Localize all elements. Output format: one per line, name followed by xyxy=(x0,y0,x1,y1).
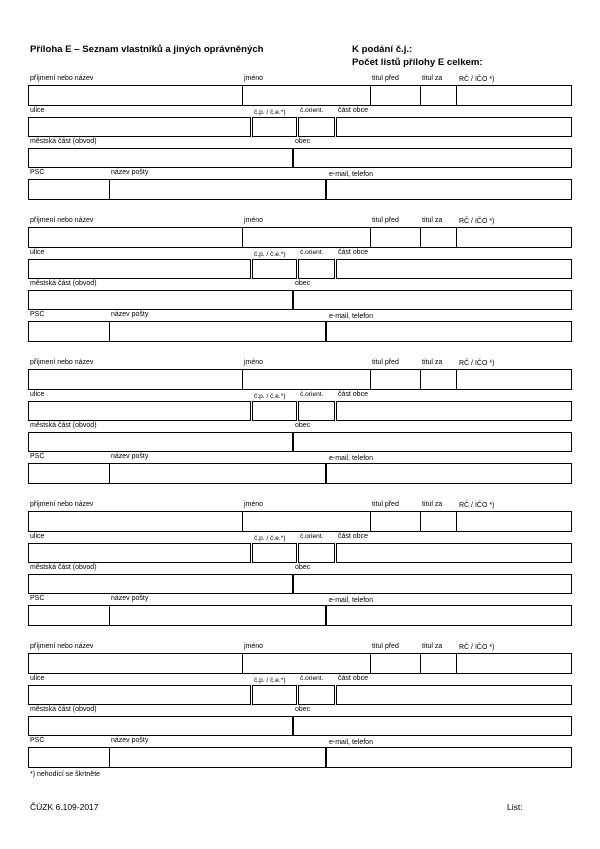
contact-field[interactable] xyxy=(326,605,572,626)
street-label: ulice xyxy=(30,391,45,398)
contact-label: e-mail, telefon xyxy=(329,455,373,462)
postal-code-field[interactable] xyxy=(28,747,110,768)
footnote: *) nehodící se škrtněte xyxy=(30,771,101,778)
house-number-label: č.p. / č.e.*) xyxy=(254,535,286,542)
city-part-label: městská část (obvod) xyxy=(30,422,97,429)
contact-field[interactable] xyxy=(326,321,572,342)
title-after-label: titul za xyxy=(422,643,443,650)
surname-label: příjmení nebo název xyxy=(30,643,94,650)
form-code: ČÚZK 6.109-2017 xyxy=(30,802,99,812)
title-after-label: titul za xyxy=(422,359,443,366)
surname-field[interactable] xyxy=(28,227,243,248)
title-before-field[interactable] xyxy=(370,511,421,532)
owner-entry xyxy=(0,214,600,354)
post-office-field[interactable] xyxy=(109,179,326,200)
orient-number-field[interactable] xyxy=(298,685,335,705)
postal-code-label: PSČ xyxy=(30,737,45,744)
title-after-field[interactable] xyxy=(420,653,457,674)
orient-number-label: č.orient. xyxy=(300,249,324,256)
house-number-field[interactable] xyxy=(252,401,297,421)
title-before-field[interactable] xyxy=(370,369,421,390)
street-field[interactable] xyxy=(28,117,251,137)
surname-label: příjmení nebo název xyxy=(30,359,94,366)
district-part-label: část obce xyxy=(338,675,368,682)
postal-code-field[interactable] xyxy=(28,179,110,200)
first-name-label: jméno xyxy=(244,217,264,224)
title-before-label: titul před xyxy=(372,217,399,224)
municipality-label: obec xyxy=(295,280,311,287)
post-office-label: název pošty xyxy=(111,737,149,744)
house-number-field[interactable] xyxy=(252,117,297,137)
street-field[interactable] xyxy=(28,259,251,279)
postal-code-label: PSČ xyxy=(30,595,45,602)
post-office-label: název pošty xyxy=(111,595,149,602)
surname-field[interactable] xyxy=(28,653,243,674)
street-label: ulice xyxy=(30,249,45,256)
id-number-field[interactable] xyxy=(456,653,572,674)
title-after-field[interactable] xyxy=(420,85,457,106)
municipality-label: obec xyxy=(295,564,311,571)
municipality-field[interactable] xyxy=(293,574,572,594)
contact-field[interactable] xyxy=(326,463,572,484)
city-part-field[interactable] xyxy=(28,290,293,310)
city-part-field[interactable] xyxy=(28,716,293,736)
city-part-field[interactable] xyxy=(28,574,293,594)
house-number-field[interactable] xyxy=(252,543,297,563)
city-part-label: městská část (obvod) xyxy=(30,280,97,287)
first-name-label: jméno xyxy=(244,75,264,82)
orient-number-label: č.orient. xyxy=(300,533,324,540)
municipality-field[interactable] xyxy=(293,290,572,310)
post-office-label: název pošty xyxy=(111,169,149,176)
sheet-number-label: List: xyxy=(507,802,523,812)
municipality-label: obec xyxy=(295,422,311,429)
orient-number-label: č.orient. xyxy=(300,391,324,398)
first-name-field[interactable] xyxy=(242,511,371,532)
orient-number-field[interactable] xyxy=(298,401,335,421)
house-number-label: č.p. / č.e.*) xyxy=(254,393,286,400)
contact-field[interactable] xyxy=(326,179,572,200)
title-after-label: titul za xyxy=(422,501,443,508)
owner-entry xyxy=(0,72,600,212)
post-office-field[interactable] xyxy=(109,605,326,626)
district-part-label: část obce xyxy=(338,391,368,398)
postal-code-field[interactable] xyxy=(28,321,110,342)
house-number-field[interactable] xyxy=(252,685,297,705)
title-before-field[interactable] xyxy=(370,85,421,106)
street-field[interactable] xyxy=(28,543,251,563)
street-label: ulice xyxy=(30,107,45,114)
surname-label: příjmení nebo název xyxy=(30,217,94,224)
house-number-label: č.p. / č.e.*) xyxy=(254,109,286,116)
municipality-label: obec xyxy=(295,138,311,145)
contact-label: e-mail, telefon xyxy=(329,739,373,746)
title-after-field[interactable] xyxy=(420,227,457,248)
title-before-label: titul před xyxy=(372,359,399,366)
orient-number-field[interactable] xyxy=(298,543,335,563)
id-number-label: RČ / IČO *) xyxy=(459,218,495,225)
postal-code-field[interactable] xyxy=(28,605,110,626)
district-part-field[interactable] xyxy=(336,401,572,421)
municipality-field[interactable] xyxy=(293,716,572,736)
house-number-label: č.p. / č.e.*) xyxy=(254,251,286,258)
title-after-field[interactable] xyxy=(420,511,457,532)
municipality-field[interactable] xyxy=(293,432,572,452)
street-label: ulice xyxy=(30,533,45,540)
id-number-label: RČ / IČO *) xyxy=(459,644,495,651)
city-part-label: městská část (obvod) xyxy=(30,706,97,713)
municipality-label: obec xyxy=(295,706,311,713)
contact-label: e-mail, telefon xyxy=(329,313,373,320)
surname-field[interactable] xyxy=(28,369,243,390)
district-part-field[interactable] xyxy=(336,117,572,137)
contact-label: e-mail, telefon xyxy=(329,171,373,178)
title-before-label: titul před xyxy=(372,75,399,82)
city-part-field[interactable] xyxy=(28,148,293,168)
title-before-label: titul před xyxy=(372,643,399,650)
municipality-field[interactable] xyxy=(293,148,572,168)
post-office-label: název pošty xyxy=(111,453,149,460)
owner-entry xyxy=(0,356,600,496)
id-number-field[interactable] xyxy=(456,227,572,248)
first-name-field[interactable] xyxy=(242,227,371,248)
owner-entry xyxy=(0,640,600,780)
district-part-label: část obce xyxy=(338,533,368,540)
city-part-label: městská část (obvod) xyxy=(30,138,97,145)
reference-label: K podání č.j.: xyxy=(352,44,413,55)
sheet-count-label: Počet listů přílohy E celkem: xyxy=(352,57,483,68)
house-number-label: č.p. / č.e.*) xyxy=(254,677,286,684)
street-field[interactable] xyxy=(28,401,251,421)
post-office-field[interactable] xyxy=(109,321,326,342)
surname-label: příjmení nebo název xyxy=(30,75,94,82)
post-office-field[interactable] xyxy=(109,747,326,768)
orient-number-label: č.orient. xyxy=(300,675,324,682)
district-part-field[interactable] xyxy=(336,543,572,563)
postal-code-label: PSČ xyxy=(30,169,45,176)
id-number-field[interactable] xyxy=(456,369,572,390)
district-part-field[interactable] xyxy=(336,685,572,705)
district-part-label: část obce xyxy=(338,249,368,256)
first-name-label: jméno xyxy=(244,359,264,366)
street-label: ulice xyxy=(30,675,45,682)
district-part-field[interactable] xyxy=(336,259,572,279)
orient-number-field[interactable] xyxy=(298,259,335,279)
id-number-field[interactable] xyxy=(456,85,572,106)
postal-code-field[interactable] xyxy=(28,463,110,484)
orient-number-field[interactable] xyxy=(298,117,335,137)
surname-label: příjmení nebo název xyxy=(30,501,94,508)
city-part-label: městská část (obvod) xyxy=(30,564,97,571)
title-after-field[interactable] xyxy=(420,369,457,390)
id-number-label: RČ / IČO *) xyxy=(459,502,495,509)
id-number-label: RČ / IČO *) xyxy=(459,360,495,367)
owner-entry xyxy=(0,498,600,638)
house-number-field[interactable] xyxy=(252,259,297,279)
surname-field[interactable] xyxy=(28,511,243,532)
id-number-field[interactable] xyxy=(456,511,572,532)
first-name-field[interactable] xyxy=(242,653,371,674)
first-name-label: jméno xyxy=(244,643,264,650)
first-name-field[interactable] xyxy=(242,369,371,390)
first-name-label: jméno xyxy=(244,501,264,508)
post-office-field[interactable] xyxy=(109,463,326,484)
title-after-label: titul za xyxy=(422,75,443,82)
contact-field[interactable] xyxy=(326,747,572,768)
form-title: Příloha E – Seznam vlastníků a jiných oprávněných xyxy=(30,44,264,55)
orient-number-label: č.orient. xyxy=(300,107,324,114)
postal-code-label: PSČ xyxy=(30,311,45,318)
city-part-field[interactable] xyxy=(28,432,293,452)
street-field[interactable] xyxy=(28,685,251,705)
contact-label: e-mail, telefon xyxy=(329,597,373,604)
title-before-field[interactable] xyxy=(370,653,421,674)
first-name-field[interactable] xyxy=(242,85,371,106)
surname-field[interactable] xyxy=(28,85,243,106)
title-before-label: titul před xyxy=(372,501,399,508)
title-after-label: titul za xyxy=(422,217,443,224)
district-part-label: část obce xyxy=(338,107,368,114)
postal-code-label: PSČ xyxy=(30,453,45,460)
id-number-label: RČ / IČO *) xyxy=(459,76,495,83)
post-office-label: název pošty xyxy=(111,311,149,318)
title-before-field[interactable] xyxy=(370,227,421,248)
